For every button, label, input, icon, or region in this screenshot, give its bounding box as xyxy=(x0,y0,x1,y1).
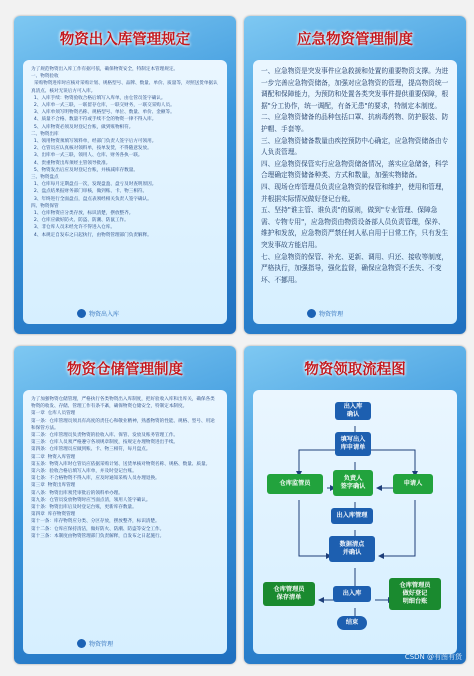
logo-text: 物资管理 xyxy=(89,641,114,648)
logo xyxy=(77,309,119,318)
node-clean-confirm: 数据清点 并确认 xyxy=(329,536,375,562)
panel-body-text: 为了规范物资出入库工作有据可依，确保物资安全，特制定本管理规定。 一、物资验收 采购物资进库时应核对采购计划、规格型号、品牌、数量、单价、质量等，对照送货单据认真清点、核对无误后方可入库。 1、入库手续：物资验收合格后填写入库单，由仓管员签字确认。 2、入库单一式三联，一联留存仓库，一联交财务，一联交采购人员。 3、入库单须写明物资名称、规格型号、单位、数量、单价、金额等。 4、质量不合格、数量不符或手续不全的物资一律不得入库。 5、入库物资必须及时登记台账，做到账物相符。 二、物资出库 1、领用物资须填写领料单，经部门负责人签字后方可领用。 2、仓管员应认真核对领料单，按单发货，不得随意发放。 3、出库单一式三联，领用人、仓库、财务各执一联。 4、贵重物资出库须经主管领导批准。 5、物资发出后应及时登记台账，并核减库存数量。 三、物资盘点 1、仓库每月定期盘点一次，发现盘盈、盘亏及时查明原因。 2、盘点结果报财务部门审核，做到账、卡、物三相符。 3、年终进行全面盘点，盘点表须经相关负责人签字确认。 四、物资保管 1、仓库物资应分类存放，标识清楚，摆放整齐。 2、仓库应做好防火、防盗、防潮、防鼠工作。 3、非仓库人员未经允许不得进入仓库。 4、本规定自发布之日起执行，由物资管理部门负责解释。 xyxy=(31,67,218,238)
panel-title: 物资仓储管理制度 xyxy=(67,361,183,378)
panel-flowchart xyxy=(244,346,466,664)
logo-text: 物资出入库 xyxy=(89,311,120,318)
panel-title: 应急物资管理制度 xyxy=(297,31,413,48)
logo-icon xyxy=(77,309,86,318)
panel-title: 物资领取流程图 xyxy=(304,361,406,378)
node-applicant: 申请人 xyxy=(393,474,433,494)
node-keep-sheet: 仓库管理员 保存清单 xyxy=(263,582,315,606)
node-fill-form: 填写出入 库申请单 xyxy=(335,432,371,456)
logo xyxy=(307,309,343,318)
panel-content xyxy=(23,60,227,324)
panel-body-text: 为了加强物资仓储管理，严格执行各类物资出入库制度，把好验收入库和出库关，确保各类物资的收发、存储、管理工作有条不紊，确保物资仓储安全，特制定本制度。 第一章 仓库人员管理 第一条：仓库管理员须具有高度的责任心和敬业精神，熟悉物资的性能、规格、型号、用途和保管方法。 第二条：仓库管理员负责物资的验收入库、保管、发放及账务管理工作。 第三条：仓库人员须严格遵守各项规章制度，按规定办理物资进出手续。 第四条：仓库管理员应做到账、卡、物三相符，每月盘点。 第二章 物资入库管理 第五条：物资入库时仓管员应依据采购计划、送货单核对物资名称、规格、数量、质量。 第六条：验收合格后填写入库单，并及时登记台账。 第七条：不合格物资不得入库，应及时通知采购人员办理退换。 第三章 物资出库管理 第八条：物资出库须凭审批后的领料单办理。 第九条：仓管员发放物资时应当面点清，领用人签字确认。 第十条：物资出库后及时登记台账，更新库存数量。 第四章 库存物资管理 第十一条：库存物资应分类、分区存放，摆放整齐，标识清楚。 第十二条：仓库应保持清洁，做好防火、防潮、防盗等安全工作。 第十三条：本制度由物资管理部门负责解释，自发布之日起施行。 xyxy=(31,397,215,539)
panel-emergency-rules xyxy=(244,16,466,334)
node-end: 结束 xyxy=(337,616,367,630)
logo-text: 物资管理 xyxy=(319,311,344,318)
logo-icon xyxy=(77,639,86,648)
panel-body-text: 一、应急物资是突发事件应急救援和处置的重要物资支撑。为进一步完善应急物资储备，加强对应急物资的管理，提高物资统一调配和保障能力，为预防和处置各类突发事件提供重要保障，根据"分工协作，统一调配，有备无患"的要求，特制定本制度。 二、应急物资储备的品种包括口罩、抗病毒药物、防护服装、防护帽、手套等。 三、应急物资储备数量由疾控预防中心确定，应急物资储备由专人负责管理。 四、应急物资保管实行应急物资储备情况，落实应急储备，科学合理确定物资储备种类、方式和数量，加强实物储备。 四、现场仓库管理员负责应急物资的保管和维护，使用和管理，并根据实际情况做好登记台账。 五、坚持"谁主管、谁负责"的原则，做到"专业管理、保障急需、专物专用"，应急物资由物资设备部人员负责管理，保养、维护和发放，应急物资严禁任何人私自用于日常工作，只有发生突发事故方能启用。 七、应急物资的保管、补充、更新、调用、归还、接收等制度，严格执行，加强指导，强化监督，确保应急物资不丢失、不变坏、不挪用。 xyxy=(261,67,449,284)
node-warehouse-supervisor: 仓库监管员 xyxy=(267,474,323,494)
node-out-confirm: 出入库 确认 xyxy=(335,402,371,420)
node-record: 出入库管理 xyxy=(331,508,373,524)
panel-content xyxy=(253,60,457,324)
node-manager-sign: 负责人 签字确认 xyxy=(333,470,373,496)
node-in-out: 出入库 xyxy=(333,586,371,602)
panel-content xyxy=(253,390,457,654)
logo xyxy=(77,639,113,648)
panel-title: 物资出入库管理规定 xyxy=(59,31,191,48)
logo-icon xyxy=(307,309,316,318)
node-ledger: 仓库管理员 做好登记 明细台账 xyxy=(389,578,441,610)
panel-inbound-rules xyxy=(14,16,236,334)
panel-content xyxy=(23,390,227,654)
watermark-text: CSDN @有图有货 xyxy=(404,653,462,661)
panel-storage-rules xyxy=(14,346,236,664)
